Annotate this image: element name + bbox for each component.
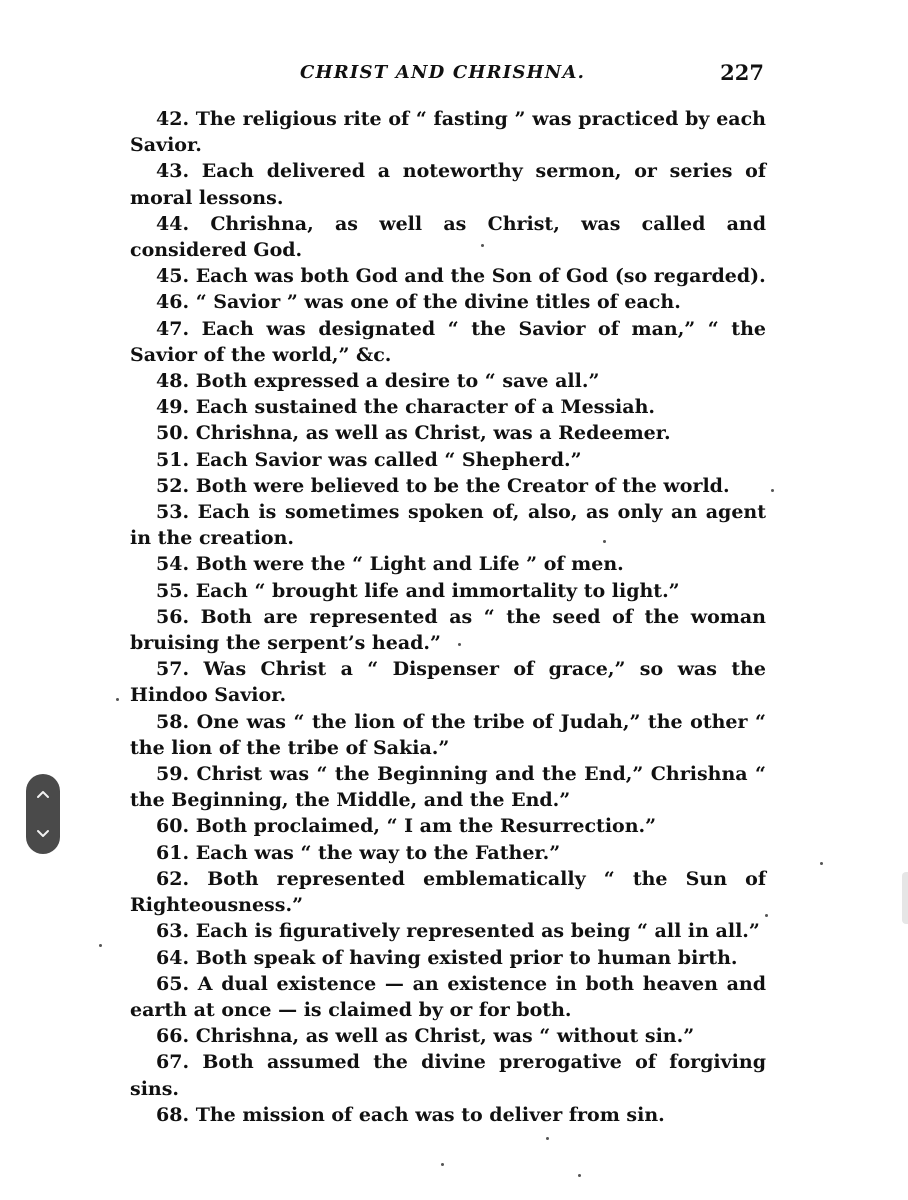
list-item xyxy=(130,158,766,210)
list-item xyxy=(130,289,766,315)
scan-speck xyxy=(771,489,774,492)
item-number: 59. xyxy=(156,763,190,786)
item-number: 62. xyxy=(156,867,190,890)
item-number: 49. xyxy=(156,396,190,419)
list-item xyxy=(130,211,766,263)
item-number: 58. xyxy=(156,710,190,733)
list-item xyxy=(130,971,766,1023)
list-item xyxy=(130,1023,766,1049)
item-number: 51. xyxy=(156,448,190,471)
item-number: 54. xyxy=(156,553,190,576)
page-number: 227 xyxy=(720,60,764,85)
item-text: Both were believed to be the Creator of the world. xyxy=(195,474,730,497)
list-item xyxy=(130,263,766,289)
side-panel-handle[interactable] xyxy=(902,872,908,924)
item-text: One was “ the lion of the tribe of Judah,” the other “ the lion of the tribe of Sakia.” xyxy=(130,710,766,759)
item-text: Each was both God and the Son of God (so regarded). xyxy=(195,265,766,288)
list-item xyxy=(130,709,766,761)
chevron-up-icon xyxy=(36,789,50,799)
list-item xyxy=(130,604,766,656)
item-number: 56. xyxy=(156,605,190,628)
item-text: Chrishna, as well as Christ, was called and considered God. xyxy=(130,212,767,262)
item-text: “ Savior ” was one of the divine titles of each. xyxy=(195,291,681,314)
scan-speck xyxy=(546,1137,549,1140)
scan-speck xyxy=(458,643,461,646)
item-text: Each was “ the way to the Father.” xyxy=(195,841,561,864)
list-item xyxy=(130,866,766,918)
list-item xyxy=(130,106,766,158)
item-number: 65. xyxy=(156,972,190,995)
item-text: Each “ brought life and immortality to light.” xyxy=(195,579,680,602)
list-item xyxy=(130,473,766,499)
list-item xyxy=(130,368,766,394)
item-text: Each is sometimes spoken of, also, as only an agent in the creation. xyxy=(130,501,767,550)
item-text: Each sustained the character of a Messiah. xyxy=(195,396,656,419)
scan-speck xyxy=(603,540,606,543)
scan-speck xyxy=(441,1163,444,1166)
item-number: 43. xyxy=(156,160,190,183)
list-item xyxy=(130,945,766,971)
scroll-down-button[interactable] xyxy=(26,814,60,854)
item-text: Both expressed a desire to “ save all.” xyxy=(195,370,600,393)
scan-speck xyxy=(578,1174,581,1177)
item-text: Both represented emblematically “ the Sun of Righteousness.” xyxy=(130,867,766,917)
item-text: Christ was “ the Beginning and the End,” Chrishna “ the Beginning, the Middle, and the End.” xyxy=(130,763,766,812)
item-text: Each was designated “ the Savior of man,” “ the Savior of the world,” &c. xyxy=(130,317,766,366)
list-item xyxy=(130,499,766,551)
item-number: 57. xyxy=(156,658,190,681)
numbered-list xyxy=(130,106,766,1128)
list-item xyxy=(130,1049,766,1101)
list-item xyxy=(130,840,766,866)
item-text: Both were the “ Light and Life ” of men. xyxy=(195,553,624,576)
list-item xyxy=(130,918,766,944)
item-text: Each delivered a noteworthy sermon, or series of moral lessons. xyxy=(130,160,766,209)
scan-speck xyxy=(481,244,484,247)
item-number: 68. xyxy=(156,1103,190,1126)
scroll-up-button[interactable] xyxy=(26,774,60,814)
running-title: CHRIST AND CHRISHNA. xyxy=(300,62,586,83)
item-number: 64. xyxy=(156,946,190,969)
list-item xyxy=(130,316,766,368)
item-text: Both proclaimed, “ I am the Resurrection.” xyxy=(195,815,657,838)
list-item xyxy=(130,578,766,604)
item-number: 61. xyxy=(156,841,190,864)
item-text: Each is figuratively represented as being “ all in all.” xyxy=(195,920,760,943)
list-item xyxy=(130,656,766,708)
scan-speck xyxy=(99,944,102,947)
page-nav-control xyxy=(26,774,60,854)
item-text: The religious rite of “ fasting ” was practiced by each Savior. xyxy=(130,108,766,157)
list-item xyxy=(130,420,766,446)
item-text: Each Savior was called “ Shepherd.” xyxy=(195,448,582,471)
item-text: The mission of each was to deliver from sin. xyxy=(195,1103,665,1126)
item-number: 67. xyxy=(156,1051,190,1074)
item-text: Both speak of having existed prior to human birth. xyxy=(195,946,738,969)
item-number: 60. xyxy=(156,815,190,838)
item-text: Chrishna, as well as Christ, was a Redeemer. xyxy=(195,422,671,445)
item-number: 48. xyxy=(156,370,190,393)
item-number: 50. xyxy=(156,422,190,445)
list-item xyxy=(130,447,766,473)
list-item xyxy=(130,394,766,420)
item-text: Both are represented as “ the seed of the woman bruising the serpent’s head.” xyxy=(130,605,766,655)
running-head xyxy=(130,62,766,88)
list-item xyxy=(130,813,766,839)
item-number: 66. xyxy=(156,1025,190,1048)
item-number: 53. xyxy=(156,501,190,524)
item-text: Chrishna, as well as Christ, was “ without sin.” xyxy=(195,1025,695,1048)
item-number: 44. xyxy=(156,212,190,235)
list-item xyxy=(130,1102,766,1128)
item-number: 52. xyxy=(156,474,190,497)
scan-speck xyxy=(765,914,768,917)
item-number: 47. xyxy=(156,317,190,340)
chevron-down-icon xyxy=(36,829,50,839)
item-number: 55. xyxy=(156,579,190,602)
scan-speck xyxy=(820,862,823,865)
item-number: 45. xyxy=(156,265,190,288)
item-text: Was Christ a “ Dispenser of grace,” so was the Hindoo Savior. xyxy=(130,658,767,707)
item-number: 63. xyxy=(156,920,190,943)
list-item xyxy=(130,551,766,577)
list-item xyxy=(130,761,766,813)
item-text: Both assumed the divine prerogative of forgiving sins. xyxy=(130,1051,766,1100)
item-text: A dual existence — an existence in both heaven and earth at once — is claimed by or for both. xyxy=(130,972,766,1021)
item-number: 46. xyxy=(156,291,190,314)
scan-speck xyxy=(116,698,119,701)
item-number: 42. xyxy=(156,108,190,130)
